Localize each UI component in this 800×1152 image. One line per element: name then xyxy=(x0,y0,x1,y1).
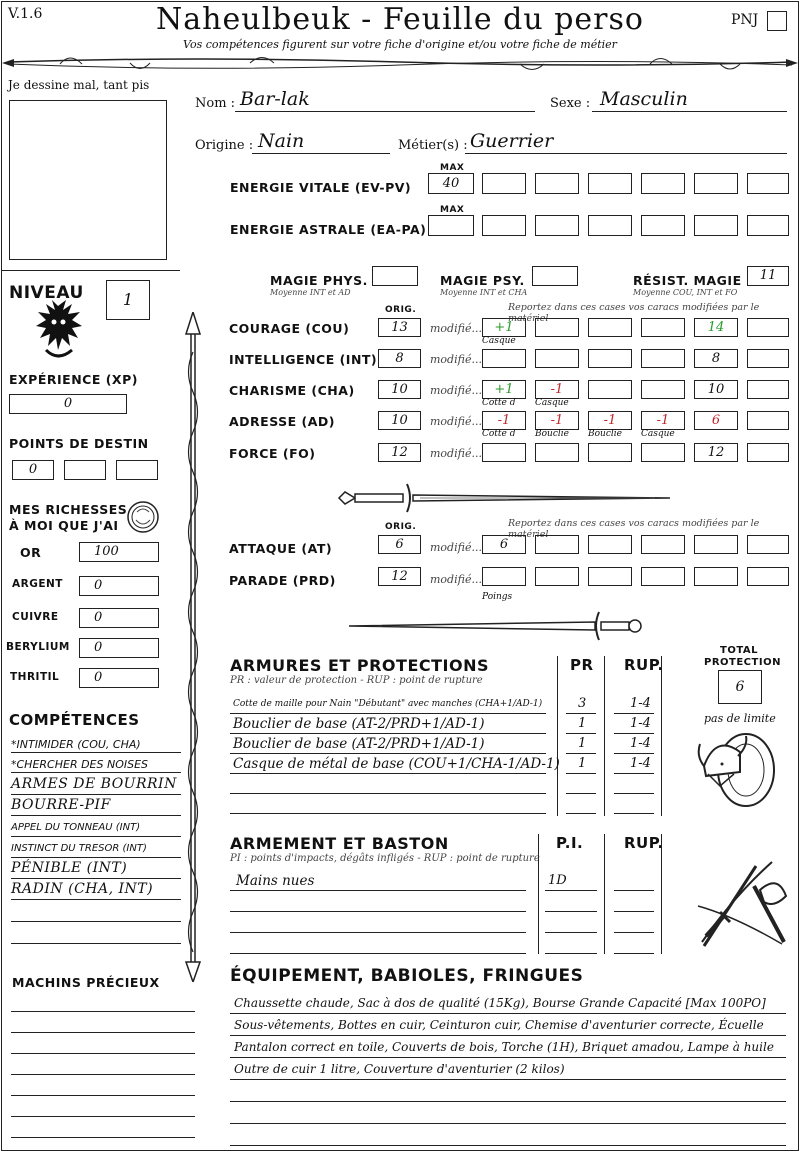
magie-psy-box[interactable] xyxy=(532,266,578,286)
machins-label: MACHINS PRÉCIEUX xyxy=(12,975,160,990)
carac-mod-value: 6 xyxy=(711,413,721,428)
ea-cell[interactable] xyxy=(747,215,789,236)
competence-line xyxy=(11,772,181,773)
armure-pr-line xyxy=(566,773,596,774)
carac-orig-box[interactable] xyxy=(378,318,421,337)
destin-box[interactable] xyxy=(64,460,106,480)
armure-line xyxy=(230,713,546,714)
ea-cell[interactable] xyxy=(482,215,526,236)
thritil-label: THRITIL xyxy=(10,671,60,683)
machins-line xyxy=(11,1053,195,1054)
armure-pr-line xyxy=(566,753,596,754)
combat-orig-value: 12 xyxy=(391,569,408,584)
sheet-title: Naheulbeuk - Feuille du perso xyxy=(156,2,644,37)
carac-mod-value: 8 xyxy=(711,351,721,366)
carac-mod-source: Casque xyxy=(482,336,516,346)
equipement-line-text[interactable]: Chaussette chaude, Sac à dos de qualité (15Kg), Bourse Grande Capacité [Max 100PO] xyxy=(234,996,766,1010)
arme-line xyxy=(230,890,526,891)
carac-label: INTELLIGENCE (INT) xyxy=(229,352,378,367)
metier-label: Métier(s) : xyxy=(398,138,468,153)
carac-mod-value: 10 xyxy=(707,382,725,397)
competence-line xyxy=(11,857,181,858)
magie-psy-label: MAGIE PSY. xyxy=(440,273,525,288)
armure-line xyxy=(230,733,546,734)
header-flourish xyxy=(0,50,800,80)
combat-label: PARADE (PRD) xyxy=(229,573,336,588)
carac-mod-cell[interactable] xyxy=(535,349,579,368)
combat-mod-cell[interactable] xyxy=(588,535,632,554)
carac-orig-box[interactable] xyxy=(378,349,421,368)
machins-line xyxy=(11,1074,195,1075)
combat-mod-cell[interactable] xyxy=(482,567,526,586)
carac-orig-value: 10 xyxy=(391,382,408,397)
competence-item[interactable]: PÉNIBLE (INT) xyxy=(11,860,128,876)
equipement-line-text[interactable]: Sous-vêtements, Bottes en cuir, Ceinturon cuir, Chemise d'aventurier correcte, Écuelle xyxy=(234,1018,764,1032)
argent-box[interactable] xyxy=(79,576,159,596)
combat-orig-box[interactable] xyxy=(378,567,421,586)
carac-mod-cell[interactable] xyxy=(482,443,526,462)
carac-mod-cell[interactable] xyxy=(641,380,685,399)
ev-cell[interactable] xyxy=(694,173,738,194)
equipement-line xyxy=(230,1079,786,1080)
ev-max-box[interactable] xyxy=(428,173,474,194)
armure-rup[interactable]: 1-4 xyxy=(630,756,651,771)
carac-mod-cell[interactable] xyxy=(588,411,632,430)
carac-mod-cell[interactable] xyxy=(535,443,579,462)
carac-mod-cell[interactable] xyxy=(482,411,526,430)
competences-label: COMPÉTENCES xyxy=(9,711,140,729)
carac-mod-cell[interactable] xyxy=(694,411,738,430)
competence-item[interactable]: *INTIMIDER (COU, CHA) xyxy=(11,738,141,751)
armure-rup-line xyxy=(614,713,654,714)
sword-icon xyxy=(335,478,685,518)
combat-mod-cell[interactable] xyxy=(694,535,738,554)
armures-title: ARMURES ET PROTECTIONS xyxy=(230,656,489,675)
competence-item[interactable]: *CHERCHER DES NOISES xyxy=(11,758,149,771)
magie-psy-sub: Moyenne INT et CHA xyxy=(440,288,528,297)
carac-mod-cell[interactable] xyxy=(588,349,632,368)
ev-cell[interactable] xyxy=(588,173,632,194)
carac-mod-cell[interactable] xyxy=(747,443,789,462)
carac-label: FORCE (FO) xyxy=(229,446,316,461)
left-divider xyxy=(2,270,180,271)
arme-pi[interactable]: 1D xyxy=(548,873,567,888)
carac-mod-cell[interactable] xyxy=(747,349,789,368)
carac-orig-box[interactable] xyxy=(378,380,421,399)
equipement-line xyxy=(230,1101,786,1102)
carac-mod-cell[interactable] xyxy=(588,318,632,337)
armure-name[interactable]: Cotte de maille pour Nain "Débutant" avec manches (CHA+1/AD-1) xyxy=(233,699,543,709)
equipement-line xyxy=(230,1035,786,1036)
combat-note: Poings xyxy=(482,592,513,602)
armure-rup-line xyxy=(614,813,654,814)
arme-line xyxy=(230,911,526,912)
thritil-value: 0 xyxy=(94,670,103,685)
nom-label: Nom : xyxy=(195,96,236,111)
carac-mod-cell[interactable] xyxy=(588,380,632,399)
arme-rup-line xyxy=(614,953,654,954)
competence-item[interactable]: INSTINCT DU TRESOR (INT) xyxy=(11,843,147,854)
arme-rup-line xyxy=(614,911,654,912)
carac-mod-cell[interactable] xyxy=(535,318,579,337)
combat-mod-cell[interactable] xyxy=(588,567,632,586)
armement-col-divider xyxy=(604,834,605,954)
carac-mod-cell[interactable] xyxy=(641,443,685,462)
pnj-label: PNJ xyxy=(731,12,759,28)
armure-pr[interactable]: 1 xyxy=(578,716,587,731)
combat-mod-cell[interactable] xyxy=(641,567,685,586)
carac-orig-value: 13 xyxy=(391,320,408,335)
richesses-label-2: À MOI QUE J'AI xyxy=(9,518,119,533)
arme-rup-line xyxy=(614,932,654,933)
niveau-value: 1 xyxy=(122,290,134,309)
origine-label: Origine : xyxy=(195,138,254,153)
or-value: 100 xyxy=(94,544,119,559)
armures-rup-label: RUP. xyxy=(624,656,664,674)
carac-mod-cell[interactable] xyxy=(482,380,526,399)
carac-mod-cell[interactable] xyxy=(588,443,632,462)
carac-mod-cell[interactable] xyxy=(694,318,738,337)
armures-sub: PR : valeur de protection - RUP : point de rupture xyxy=(230,675,483,686)
nom-value[interactable]: Bar-lak xyxy=(240,88,310,110)
pas-de-limite: pas de limite xyxy=(704,712,776,725)
armure-rup-line xyxy=(614,753,654,754)
ea-cell[interactable] xyxy=(535,215,579,236)
carac-mod-cell[interactable] xyxy=(694,380,738,399)
pnj-checkbox[interactable] xyxy=(767,11,787,31)
total-label-1: TOTAL xyxy=(720,645,758,656)
carac-modifie-label: modifié... xyxy=(430,384,482,397)
ev-cell[interactable] xyxy=(747,173,789,194)
combat-mod-value: 6 xyxy=(499,537,509,552)
combat-modifie-label: modifié... xyxy=(430,541,482,554)
magie-phys-box[interactable] xyxy=(372,266,418,286)
ev-label: ENERGIE VITALE (EV-PV) xyxy=(230,180,412,195)
armure-rup-line xyxy=(614,793,654,794)
carac-mod-cell[interactable] xyxy=(694,349,738,368)
carac-mod-cell[interactable] xyxy=(747,411,789,430)
equipement-line xyxy=(230,1013,786,1014)
armure-pr-line xyxy=(566,793,596,794)
sexe-label: Sexe : xyxy=(550,96,591,111)
carac-orig-value: 12 xyxy=(391,445,408,460)
armure-rup-line xyxy=(614,773,654,774)
combat-mod-cell[interactable] xyxy=(535,567,579,586)
carac-mod-value: -1 xyxy=(656,413,670,428)
nom-line xyxy=(235,111,535,112)
combat-mod-cell[interactable] xyxy=(747,535,789,554)
argent-label: ARGENT xyxy=(12,578,63,590)
armement-pi-label: P.I. xyxy=(556,834,584,852)
competence-line xyxy=(11,878,181,879)
helmet-shield-icon xyxy=(694,726,780,810)
equipement-line-text[interactable]: Pantalon correct en toile, Couverts de bois, Torche (1H), Briquet amadou, Lampe à huile xyxy=(234,1040,774,1054)
sexe-value[interactable]: Masculin xyxy=(600,88,688,110)
carac-mod-cell[interactable] xyxy=(641,318,685,337)
richesses-label-1: MES RICHESSES xyxy=(9,502,128,517)
total-protection-box[interactable] xyxy=(718,670,762,704)
thritil-box[interactable] xyxy=(79,668,159,688)
destin-value: 0 xyxy=(28,462,38,477)
armure-rup-line xyxy=(614,733,654,734)
competence-item[interactable]: RADIN (CHA, INT) xyxy=(11,881,154,897)
berylium-label: BERYLIUM xyxy=(6,641,70,653)
combat-mod-cell[interactable] xyxy=(694,567,738,586)
carac-mod-value: 12 xyxy=(707,445,725,460)
equipement-title: ÉQUIPEMENT, BABIOLES, FRINGUES xyxy=(230,966,584,986)
armure-rup[interactable]: 1-4 xyxy=(630,716,651,731)
carac-mod-source: Cotte d xyxy=(482,429,516,439)
machins-line xyxy=(11,1032,195,1033)
competence-item[interactable]: BOURRE-PIF xyxy=(11,797,111,813)
equipement-line-text[interactable]: Outre de cuir 1 litre, Couverture d'aventurier (2 kilos) xyxy=(234,1062,565,1076)
carac-mod-source: Casque xyxy=(535,398,569,408)
metier-line xyxy=(465,153,787,154)
competence-item[interactable]: APPEL DU TONNEAU (INT) xyxy=(11,822,141,833)
origine-value[interactable]: Nain xyxy=(258,130,305,152)
combat-modifie-label: modifié... xyxy=(430,573,482,586)
armement-title: ARMEMENT ET BASTON xyxy=(230,834,449,853)
competence-line xyxy=(11,943,181,944)
armures-col-divider xyxy=(661,656,662,816)
coin-icon xyxy=(126,500,160,534)
competence-item[interactable]: ARMES DE BOURRIN xyxy=(11,776,177,792)
carac-mod-cell[interactable] xyxy=(694,443,738,462)
armure-pr[interactable]: 1 xyxy=(578,756,587,771)
ev-cell[interactable] xyxy=(482,173,526,194)
carac-modifie-label: modifié... xyxy=(430,353,482,366)
armure-pr[interactable]: 3 xyxy=(578,696,587,711)
sword-icon xyxy=(345,606,645,646)
carac-mod-cell[interactable] xyxy=(747,318,789,337)
magie-phys-sub: Moyenne INT et AD xyxy=(270,288,351,297)
ea-cell[interactable] xyxy=(694,215,738,236)
carac-label: COURAGE (COU) xyxy=(229,321,350,336)
combat-orig-box[interactable] xyxy=(378,535,421,554)
machins-line xyxy=(11,1095,195,1096)
combat-label: ATTAQUE (AT) xyxy=(229,541,333,556)
carac-mod-cell[interactable] xyxy=(482,318,526,337)
berylium-box[interactable] xyxy=(79,638,159,658)
sexe-line xyxy=(592,111,787,112)
niveau-label: NIVEAU xyxy=(9,283,84,303)
armure-name[interactable]: Bouclier de base (AT-2/PRD+1/AD-1) xyxy=(233,736,485,752)
competence-line xyxy=(11,815,181,816)
xp-box[interactable] xyxy=(9,394,127,414)
armement-col-divider xyxy=(538,834,539,954)
carac-mod-value: -1 xyxy=(550,382,564,397)
ev-cell[interactable] xyxy=(641,173,685,194)
cuivre-box[interactable] xyxy=(79,608,159,628)
competence-line xyxy=(11,899,181,900)
arme-pi-line xyxy=(545,911,597,912)
combat-orig-label: ORIG. xyxy=(385,522,417,532)
arme-line xyxy=(230,953,526,954)
ea-cell[interactable] xyxy=(641,215,685,236)
portrait-box[interactable] xyxy=(9,100,167,260)
carac-modifie-label: modifié... xyxy=(430,447,482,460)
berylium-value: 0 xyxy=(94,640,103,655)
armure-rup[interactable]: 1-4 xyxy=(630,696,651,711)
competence-line xyxy=(11,921,181,922)
armure-line xyxy=(230,793,546,794)
carac-label: CHARISME (CHA) xyxy=(229,383,355,398)
machins-line xyxy=(11,1116,195,1117)
armement-col-divider xyxy=(661,834,662,954)
armure-line xyxy=(230,753,546,754)
resist-magie-label: RÉSIST. MAGIE xyxy=(633,273,742,288)
armures-col-divider xyxy=(604,656,605,816)
carac-mod-cell[interactable] xyxy=(641,349,685,368)
machins-line xyxy=(11,1011,195,1012)
carac-mod-cell[interactable] xyxy=(535,411,579,430)
carac-mod-value: +1 xyxy=(494,382,514,397)
carac-orig-value: 10 xyxy=(391,413,408,428)
carac-mod-cell[interactable] xyxy=(747,380,789,399)
xp-value: 0 xyxy=(63,396,73,411)
argent-value: 0 xyxy=(94,578,103,593)
portrait-caption: Je dessine mal, tant pis xyxy=(8,78,150,92)
destin-box[interactable] xyxy=(116,460,158,480)
combat-orig-value: 6 xyxy=(395,537,404,552)
carac-report-note: Reportez dans ces cases vos caracs modifiées par le matériel xyxy=(508,302,760,324)
ea-max-box[interactable] xyxy=(428,215,474,236)
equipement-line xyxy=(230,1057,786,1058)
competence-line xyxy=(11,752,181,753)
carac-mod-cell[interactable] xyxy=(641,411,685,430)
combat-report-note: Reportez dans ces cases vos caracs modifiées par le matériel xyxy=(508,518,760,540)
carac-mod-source: Cotte d xyxy=(482,398,516,408)
weapons-icon xyxy=(694,856,790,950)
carac-mod-source: Bouclie xyxy=(535,429,569,439)
or-label: OR xyxy=(20,545,42,560)
carac-orig-box[interactable] xyxy=(378,443,421,462)
cuivre-value: 0 xyxy=(94,610,103,625)
total-protection-value: 6 xyxy=(735,679,745,695)
cuivre-label: CUIVRE xyxy=(12,611,59,623)
armure-pr-line xyxy=(566,733,596,734)
armures-pr-label: PR xyxy=(570,656,594,674)
machins-line xyxy=(11,1137,195,1138)
carac-mod-value: 14 xyxy=(707,320,725,335)
equipement-line xyxy=(230,1123,786,1124)
armures-col-divider xyxy=(557,656,558,816)
total-label-2: PROTECTION xyxy=(704,657,781,668)
combat-mod-cell[interactable] xyxy=(747,567,789,586)
combat-mod-cell[interactable] xyxy=(535,535,579,554)
equipement-line xyxy=(230,1145,786,1146)
armure-name[interactable]: Casque de métal de base (COU+1/CHA-1/AD-1) xyxy=(233,756,560,772)
combat-mod-cell[interactable] xyxy=(482,535,526,554)
competence-line xyxy=(11,794,181,795)
arme-pi-line xyxy=(545,932,597,933)
resist-magie-sub: Moyenne COU, INT et FO xyxy=(633,288,738,297)
armure-name[interactable]: Bouclier de base (AT-2/PRD+1/AD-1) xyxy=(233,716,485,732)
ea-cell[interactable] xyxy=(588,215,632,236)
carac-orig-value: 8 xyxy=(395,351,404,366)
armure-pr[interactable]: 1 xyxy=(578,736,587,751)
arme-pi-line xyxy=(545,953,597,954)
carac-mod-value: -1 xyxy=(497,413,511,428)
arme-pi-line xyxy=(545,890,597,891)
arme-rup-line xyxy=(614,890,654,891)
carac-mod-source: Bouclie xyxy=(588,429,622,439)
carac-label: ADRESSE (AD) xyxy=(229,414,336,429)
destin-label: POINTS DE DESTIN xyxy=(9,436,149,451)
arme-name[interactable]: Mains nues xyxy=(236,873,315,889)
magie-phys-label: MAGIE PHYS. xyxy=(270,273,368,288)
xp-label: EXPÉRIENCE (XP) xyxy=(9,372,138,387)
armement-sub: PI : points d'impacts, dégâts infligés - RUP : point de rupture xyxy=(230,853,540,864)
niveau-box[interactable] xyxy=(106,280,150,320)
ev-cell[interactable] xyxy=(535,173,579,194)
carac-orig-label: ORIG. xyxy=(385,305,417,315)
metier-value[interactable]: Guerrier xyxy=(470,130,554,152)
resist-magie-value: 11 xyxy=(759,268,777,283)
combat-mod-cell[interactable] xyxy=(641,535,685,554)
armure-pr-line xyxy=(566,713,596,714)
armure-line xyxy=(230,813,546,814)
carac-modifie-label: modifié... xyxy=(430,415,482,428)
ev-max-label: MAX xyxy=(440,163,465,173)
spear-icon xyxy=(182,312,204,982)
sheet-subtitle: Vos compétences figurent sur votre fiche d'origine et/ou votre fiche de métier xyxy=(183,38,617,51)
armure-line xyxy=(230,773,546,774)
arme-line xyxy=(230,932,526,933)
carac-modifie-label: modifié... xyxy=(430,322,482,335)
carac-mod-cell[interactable] xyxy=(535,380,579,399)
ea-label: ENERGIE ASTRALE (EA-PA) xyxy=(230,222,427,237)
competence-line xyxy=(11,836,181,837)
armement-rup-label: RUP. xyxy=(624,834,664,852)
or-box[interactable] xyxy=(79,542,159,562)
ea-max-label: MAX xyxy=(440,205,465,215)
dragon-icon xyxy=(32,300,84,362)
carac-orig-box[interactable] xyxy=(378,411,421,430)
resist-magie-box[interactable] xyxy=(747,266,789,286)
armure-pr-line xyxy=(566,813,596,814)
carac-mod-source: Casque xyxy=(641,429,675,439)
carac-mod-value: +1 xyxy=(494,320,514,335)
armure-rup[interactable]: 1-4 xyxy=(630,736,651,751)
carac-mod-value: -1 xyxy=(550,413,564,428)
origine-line xyxy=(252,153,390,154)
ev-max-value: 40 xyxy=(442,176,460,191)
destin-box[interactable] xyxy=(12,460,54,480)
version-label: V.1.6 xyxy=(8,6,43,22)
carac-mod-cell[interactable] xyxy=(482,349,526,368)
carac-mod-value: -1 xyxy=(603,413,617,428)
